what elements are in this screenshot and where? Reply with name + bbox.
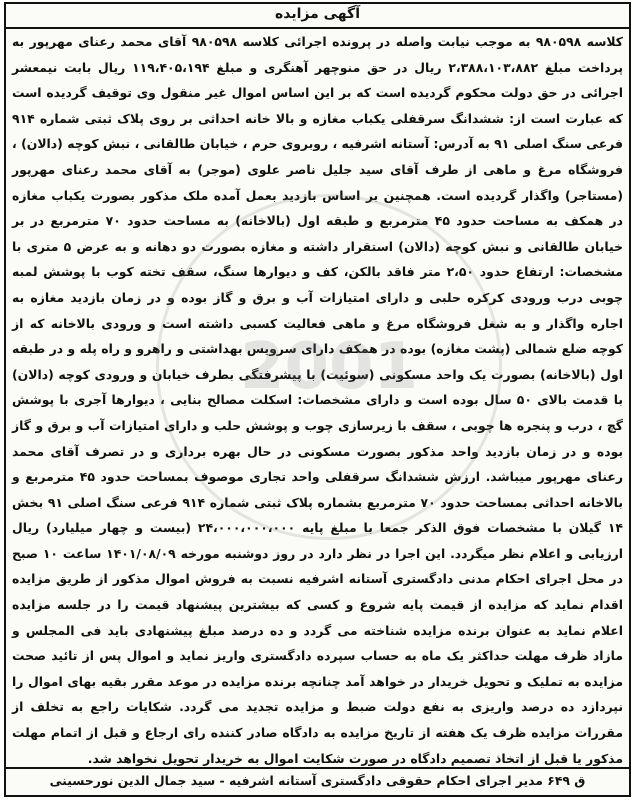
- notice-footer: ق ۶۴۹ مدیر اجرای احکام حقوقی دادگستری آستانه اشرفیه - سید جمال الدین نورحسینی: [6, 767, 629, 795]
- notice-title: آگهی مزایده: [6, 6, 629, 29]
- notice-frame: [4, 2, 631, 797]
- watermark-text: 2001: [239, 330, 419, 404]
- notice-body: کلاسه ۹۸۰۵۹۸ به موجب نیابت واصله در پرونده اجرائی کلاسه ۹۸۰۵۹۸ آقای محمد رعنای مهرپور به پرداخت مبلغ ۲،۳۸۸،۱۰۳،۸۸۲ ریال در حق منوچهر آهنگری و مبلغ ۱۱۹،۴۰۵،۱۹۴ ریال بابت نیمعشر اجرائی در حق دولت محکوم گردیده است که بر این اساس اموال غیر منقول وی توقیف گردیده است که عبارت است از: ششدانگ سرقفلی یکباب مغازه و بالا خانه احداثی بر روی پلاک ثبتی شماره ۹۱۴ فرعی سنگ اصلی ۹۱ به آدرس: آستانه اشرفیه ، روبروی حرم ، خیابان طالقانی ، نبش کوچه (دالان) ، فروشگاه مرغ و ماهی از طرف آقای سید جلیل ناصر علوی (موجر) به آقای محمد رعنای مهرپور (مستاجر) واگذار گردیده است. همچنین بر اساس بازدید بعمل آمده ملک مذکور بصورت یکباب مغازه در همکف به مساحت حدود ۴۵ مترمربع و طبقه اول (بالاخانه) به مساحت حدود ۷۰ مترمربع در بر خیابان طالقانی و نبش کوچه (دالان) استقرار داشته و مغازه بصورت دو دهانه و به عرض ۵ متری با مشخصات: ارتفاع حدود ۲،۵۰ متر فاقد بالکن، کف و دیوارها سنگ، سقف تخته کوب با پوشش لمبه چوبی درب ورودی کرکره حلبی و دارای امتیازات آب و برق و گاز بوده و در زمان بازدید مغازه به اجاره واگذار و به شغل فروشگاه مرغ و ماهی فعالیت کسبی داشته است و ورودی بالاخانه که از کوچه ضلع شمالی (پشت مغازه) بوده در همکف دارای سرویس بهداشتی و راهرو و راه پله و در طبقه اول (بالاخانه) بصورت یک واحد مسکونی (سوئیت) با پیشرفتگی بطرف خیابان و ورودی کوچه (دالان) با قدمت بالای ۵۰ سال بوده است و دارای مشخصات: اسکلت مصالح بنایی ، دیوارها آجری با پوشش گچ ، درب و پنجره ها چوبی ، سقف با زیرسازی چوب و پوشش حلب و دارای امتیازات آب و برق و گاز بوده و در زمان بازدید واحد مذکور بصورت مسکونی در حال بهره برداری و در تصرف آقای محمد رعنای مهرپور میباشد. ارزش ششدانگ سرقفلی واحد تجاری موصوف بمساحت حدود ۴۵ مترمربع و بالاخانه احداثی بمساحت حدود ۷۰ مترمربع بشماره پلاک ثبتی شماره ۹۱۴ فرعی سنگ اصلی ۹۱ بخش ۱۴ گیلان با مشخصات فوق الذکر جمعا با مبلغ پایه ۲۴،۰۰۰،۰۰۰،۰۰۰ (بیست و چهار میلیارد) ریال ارزیابی و اعلام نظر میگردد. این اجرا در نظر دارد در روز دوشنبه مورخه ۱۴۰۱/۰۸/۰۹ ساعت ۱۰ صبح در محل اجرای احکام مدنی دادگستری آستانه اشرفیه نسبت به فروش اموال مذکور از طریق مزایده اقدام نماید که مزایده از قیمت پایه شروع و کسی که بیشترین پیشنهاد قیمت را در جلسه مزایده اعلام نماید به عنوان برنده مزایده شناخته می گردد و ده درصد مبلغ پیشنهادی باید فی المجلس و مازاد ظرف مهلت حداکثر یک ماه به حساب سپرده دادگستری واریز نماید و اموال پس از تائید صحت مزایده به تملیک و تحویل خریدار در خواهد آمد چنانچه برنده مزایده در موعد مقرر بقیه بهای اموال را نپردازد ده درصد واریزی به نفع دولت ضبط و مزایده تجدید می گردد. شکایات راجع به تخلف از مقررات مزایده ظرف یک هفته از تاریخ مزایده به دادگاه صادر کننده رای ارجاع و قبل از اتمام مهلت مذکور یا قبل از اتخاذ تصمیم دادگاه در صورت شکایت اموال به خریدار تحویل نخواهد شد.: [12, 34, 624, 766]
